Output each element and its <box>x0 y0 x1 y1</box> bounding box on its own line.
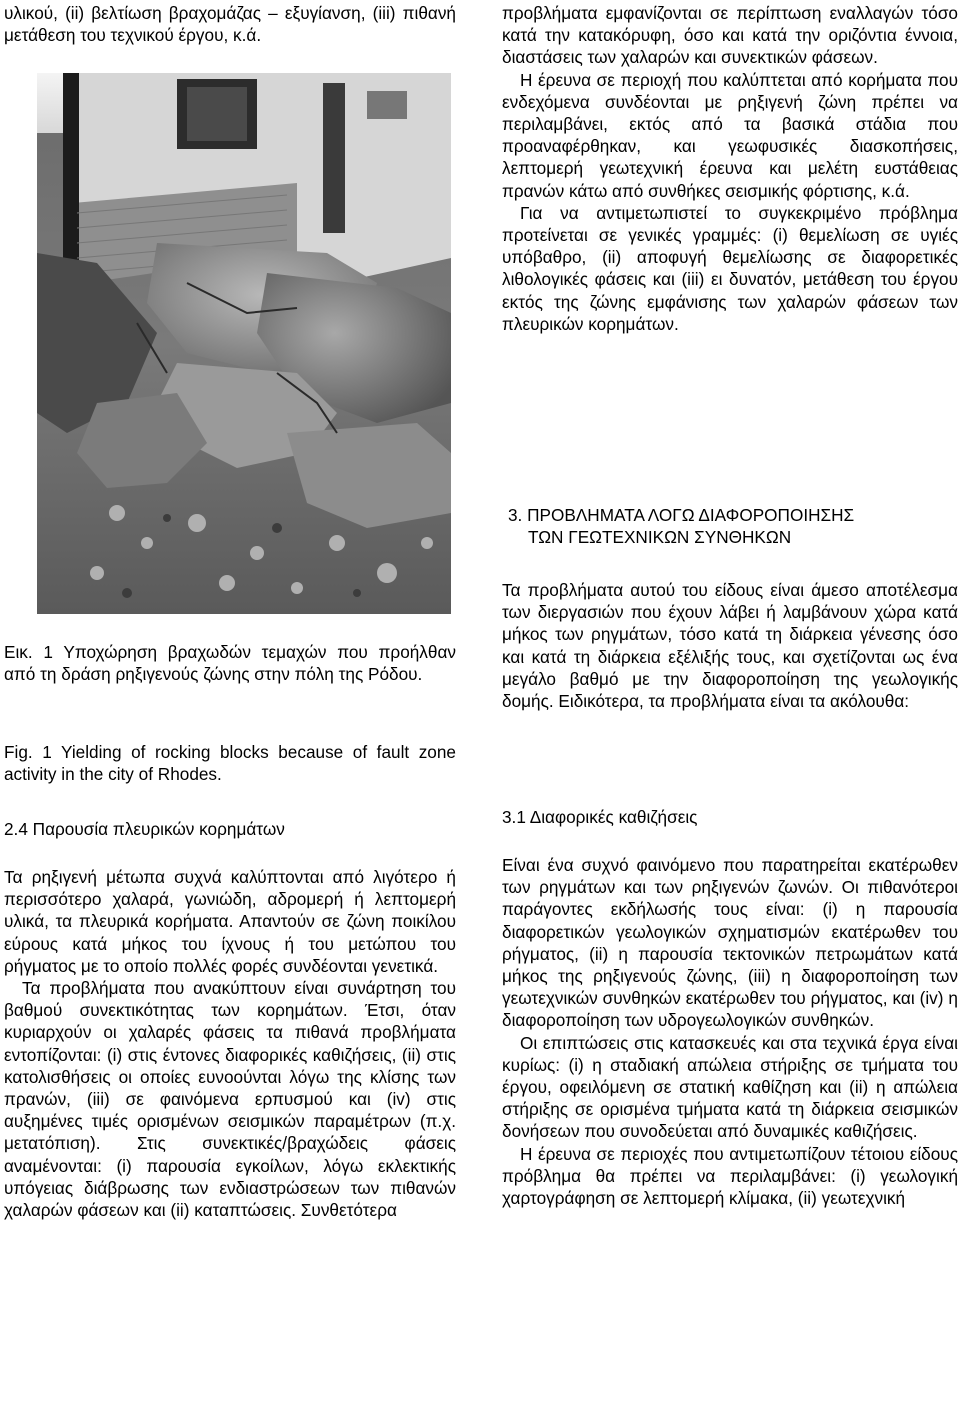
figure-1-photo <box>37 73 451 614</box>
section-3-title-line2: ΤΩΝ ΓΕΩΤΕΧΝΙΚΩΝ ΣΥΝΘΗΚΩΝ <box>528 527 792 548</box>
section-2-4-title: 2.4 Παρουσία πλευρικών κορημάτων <box>4 819 285 839</box>
body-paragraph: Οι επιπτώσεις στις κατασκευές και στα τεχνικά έργα είναι κυρίως: (i) η σταδιακή απώλεια στήριξης σε τμήματα του έργου, οφειλόμενη σε στατική καθίζηση και (ii) η απώλεια στήριξης σε ορισμένα τμήματα κατά τη διάρκεια σεισμικών δονήσεων που συνοδεύεται από δυναμικές καθιζήσεις. <box>502 1032 958 1142</box>
body-paragraph: Τα προβλήματα που ανακύπτουν είναι συνάρτηση του βαθμού συνεκτικότητας των κορημάτων. Έτσι, όταν κυριαρχούν οι χαλαρές φάσεις τα πιθανά προβλήματα εντοπίζονται: (i) στις έντονες διαφορικές καθιζήσεις, (ii) στις κατολισθήσεις οι οποίες ευνοούνται λόγω της κλίσης των πρανών, (iii) σε φαινόμενα ερπυσμού και (iv) στις αυξημένες τιμές ορισμένων σεισμικών παραμέτρων (π.χ. μετατόπιση). Στις συνεκτικές/βραχώδεις φάσεις αναμένονται: (i) παρουσία εγκοίλων, λόγω εκλεκτικής υπόγειας διάβρωσης των ενδιαστρώσεων των πιθανών χαλαρών φάσεων και (ii) καταπτώσεις. Συνθετότερα <box>4 978 456 1221</box>
section-3-1-title: 3.1 Διαφορικές καθιζήσεις <box>502 807 698 827</box>
section-3-body <box>502 579 958 712</box>
body-paragraph: Τα προβλήματα αυτού του είδους είναι άμεσο αποτέλεσμα των διεργασιών που έχουν λάβει ή λαμβάνουν χώρα κατά μήκος των ρηγμάτων, τόσο κατά τη διάρκεια γένεσης όσο και κατά τη διάρκεια εξέλιξής τους, και σχετίζονται ως ένα μεγάλο βαθμό με την διαφοροποίηση της γεωλογικής δομής. Ειδικότερα, τα προβλήματα είναι τα ακόλουθα: <box>502 580 958 712</box>
figure-caption-english <box>4 741 456 785</box>
body-paragraph: προβλήματα εμφανίζονται σε περίπτωση εναλλαγών τόσο κατά την κατακόρυφη, όσο και κατά την οριζόντια έννοια, διαστάσεις των χαλαρών και συνεκτικών φάσεων. <box>502 3 958 68</box>
caption-greek-text: Εικ. 1 Υποχώρηση βραχωδών τεμαχών που προήλθαν από τη δράση ρηξιγενούς ζώνης στην πόλη της Ρόδου. <box>4 642 456 685</box>
section-3-heading <box>502 504 958 548</box>
section-3-1-body <box>502 854 958 1209</box>
left-intro <box>4 2 456 46</box>
section-2-4-heading <box>4 818 456 840</box>
body-paragraph: Τα ρηξιγενή μέτωπα συχνά καλύπτονται από λιγότερο ή περισσότερο χαλαρά, γωνιώδη, αδρομερή ή λεπτομερή υλικά, τα πλευρικά κορήματα. Απαντούν σε ζώνη ποικίλου εύρους κατά μήκος του ίχνους ή του μετώπου του ρήγματος με το οποίο πολλές φορές συνδέονται γενετικά. <box>4 867 456 976</box>
section-2-4-body <box>4 866 456 1221</box>
right-top-text <box>502 2 958 335</box>
body-paragraph: Είναι ένα συχνό φαινόμενο που παρατηρείται εκατέρωθεν των ρηγμάτων και των ρηξιγενών ζωνών. Οι πιθανότεροι παράγοντες εκδήλωσής τους είναι: (i) η παρουσία διαφορετικών γεωλογικών σχηματισμών εκατέρωθεν του ρήγματος, (ii) η παρουσία τεκτονικών πετρωμάτων κατά μήκος της ρηξιγενούς ζώνης, (iii) η διαφοροποίηση των γεωτεχνικών συνθηκών εκατέρωθεν του ρήγματος, και (iv) η διαφοροποίηση των υδρογεωλογικών συνθηκών. <box>502 855 958 1031</box>
body-paragraph: Η έρευνα σε περιοχές που αντιμετωπίζουν τέτοιου είδους πρόβλημα θα πρέπει να περιλαμβάνει: (i) γεωλογική χαρτογράφηση σε λεπτομερή κλίμακα, (ii) γεωτεχνική <box>502 1143 958 1209</box>
section-3-title-line1: 3. ΠΡΟΒΛΗΜΑΤΑ ΛΟΓΩ ΔΙΑΦΟΡΟΠΟΙΗΣΗΣ <box>508 505 855 525</box>
section-3-1-heading <box>502 806 958 828</box>
intro-paragraph: υλικού, (ii) βελτίωση βραχομάζας – εξυγίανση, (iii) πιθανή μετάθεση του τεχνικού έργου, κ.ά. <box>4 3 456 46</box>
caption-english-text: Fig. 1 Yielding of rocking blocks because of fault zone activity in the city of Rhodes. <box>4 742 456 785</box>
figure-caption-greek <box>4 641 456 685</box>
body-paragraph: Για να αντιμετωπιστεί το συγκεκριμένο πρόβλημα προτείνεται σε γενικές γραμμές: (i) θεμελίωση σε υγιές υπόβαθρο, (ii) αποφυγή θεμελίωσης σε διαφορετικές λιθολογικές φάσεις και (iii) ει δυνατόν, μετάθεση του έργου εκτός της ζώνης εμφάνισης των χαλαρών φάσεων των πλευρικών κορημάτων. <box>502 202 958 334</box>
body-paragraph: Η έρευνα σε περιοχή που καλύπτεται από κορήματα που ενδεχόμενα συνδέονται με ρηξιγενή ζώνη πρέπει να περιλαμβάνει, εκτός από τα βασικά στάδια που προαναφέρθηκαν, και γεωφυσικές διασκοπήσεις, λεπτομερή γεωτεχνική έρευνα και μελέτη ευστάθειας πρανών κάτω από συνθήκες σεισμικής φόρτισης, κ.ά. <box>502 69 958 201</box>
